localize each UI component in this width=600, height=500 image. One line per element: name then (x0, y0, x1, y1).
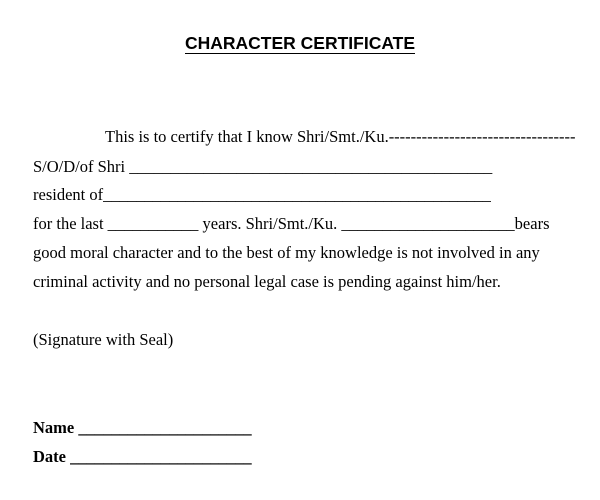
name-field: Name _____________________ (33, 418, 252, 437)
date-field: Date ______________________ (33, 447, 252, 466)
certificate-line-1: This is to certify that I know Shri/Smt./Ku.---------------------------------- (105, 127, 576, 146)
page-title-text: CHARACTER CERTIFICATE (184, 33, 416, 53)
certificate-line-5: good moral character and to the best of my knowledge is not involved in any (33, 243, 540, 262)
certificate-line-2: S/O/D/of Shri ____________________________________________ (33, 157, 493, 176)
signature-label: (Signature with Seal) (33, 330, 174, 349)
certificate-line-4: for the last ___________ years. Shri/Smt./Ku. _____________________bears (33, 214, 550, 233)
page-title (0, 32, 600, 54)
certificate-line-6: criminal activity and no personal legal case is pending against him/her. (33, 272, 501, 291)
certificate-line-3: resident of_______________________________________________ (33, 185, 491, 204)
